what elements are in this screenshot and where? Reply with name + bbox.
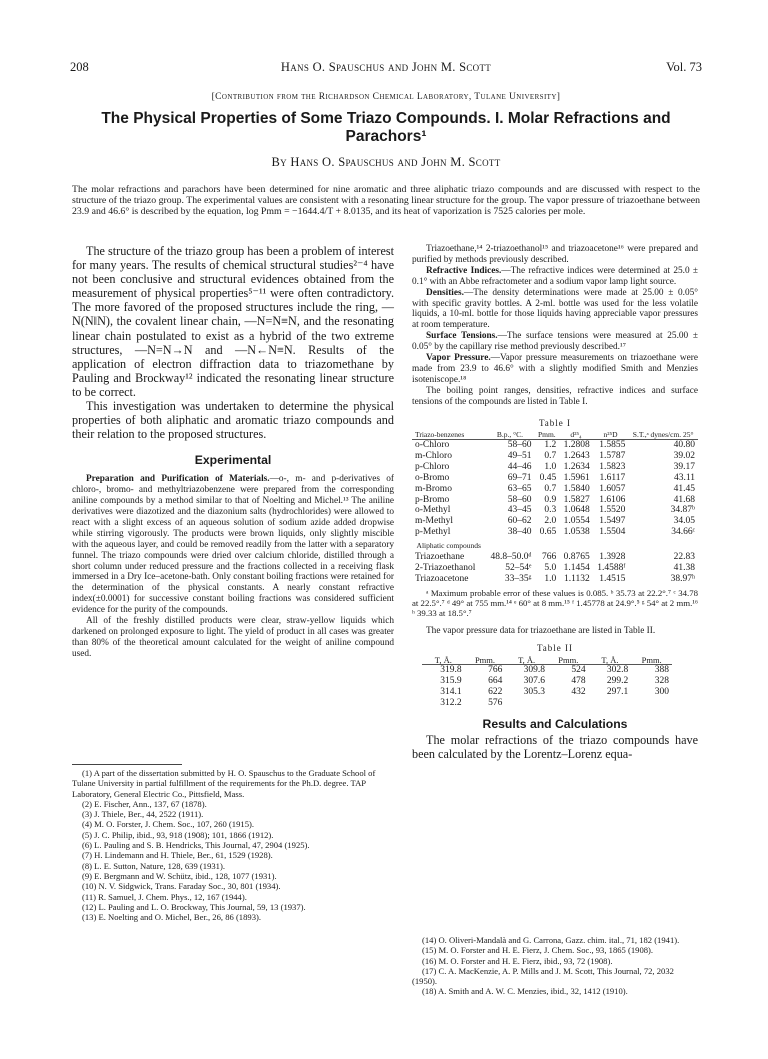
table1-cell: 1.5787	[599, 450, 626, 461]
table1-cell: 1.6057	[599, 483, 626, 494]
table1-row	[412, 462, 698, 473]
table1-caption: Table I	[538, 417, 572, 428]
table1-cell: 1.5823	[599, 461, 626, 472]
surface-lead: Surface Tensions.	[426, 331, 498, 342]
table2-row	[422, 687, 672, 698]
table2-column-header: Pmm.	[548, 656, 589, 665]
table2-column-header: Pmm.	[465, 656, 506, 665]
footnote: (16) M. O. Forster and H. E. Fierz, ibid., 93, 72 (1908).	[422, 955, 613, 966]
table1-cell: 63–65	[507, 483, 532, 494]
table1-column-header: Triazo-benzenes	[412, 431, 485, 440]
table1-cell: m-Bromo	[415, 483, 452, 494]
table2-column-header: T, Å.	[589, 656, 632, 665]
table1-row	[412, 505, 698, 516]
table2-cell: 766	[488, 665, 503, 676]
running-header	[70, 60, 702, 76]
footnote: (9) E. Bergmann and W. Schütz, ibid., 128, 1077 (1931).	[82, 870, 277, 881]
table1-cell: 1.2808	[563, 440, 590, 450]
table2-cell: 314.1	[440, 686, 462, 697]
table1	[412, 431, 698, 585]
table1-row	[412, 574, 698, 585]
table1-cell: 0.65	[539, 527, 557, 538]
surface-paragraph	[412, 331, 698, 353]
table2-row	[422, 698, 672, 709]
table1-cell: 43–45	[507, 505, 532, 516]
table2-cell: 312.2	[440, 697, 462, 708]
table1-cell: p-Chloro	[415, 461, 450, 472]
table1-cell: Triazoethane	[415, 552, 465, 563]
table2-cell: 299.2	[606, 676, 629, 686]
footnote: (2) E. Fischer, Ann., 137, 67 (1878).	[82, 798, 207, 809]
table1-cell: 1.5504	[599, 527, 626, 538]
table2-cell: 307.6	[523, 676, 545, 686]
table2-cell: 300	[654, 686, 669, 697]
table1-row	[412, 527, 698, 538]
intro-paragraph-2: This investigation was undertaken to determine the physical properties of both aliphatic and aromatic triazo compounds and their relation to the proposed structures.	[72, 399, 394, 442]
footnote-rule	[72, 764, 182, 765]
table1-cell: 39.02	[673, 450, 695, 461]
table1-cell: 1.0	[544, 461, 557, 472]
table1-cell: o-Chloro	[415, 440, 450, 450]
table2-cell: 302.8	[606, 665, 629, 676]
table1-notes: ᵃ Maximum probable error of these values is 0.085. ᵇ 35.73 at 22.2°.⁷ ᶜ 34.78 at 22.5°.⁷ ᵈ 49° at 755 mm.¹⁴ ᵉ 60° at 8 mm.¹⁵ ᶠ 1.45778 at 24.9°.⁵ ᵍ 54° at 2 mm.¹⁶ ʰ 39.33 at 18.5°.⁷	[412, 587, 698, 618]
table2-column-header: Pmm.	[631, 656, 672, 665]
table1-cell: p-Bromo	[415, 494, 450, 505]
table1-cell: 1.2634	[563, 461, 590, 472]
experimental-heading: Experimental	[194, 453, 272, 468]
table1-cell: 1.5961	[563, 472, 590, 483]
table1-cell: 0.7	[544, 450, 557, 461]
vapor-intro: The vapor pressure data for triazoethane are listed in Table II.	[426, 625, 656, 636]
table2-cell: 388	[654, 665, 669, 676]
volume-label: Vol. 73	[666, 60, 702, 74]
table2-cell: 319.8	[440, 665, 462, 676]
table1-cell: 1.0	[544, 573, 557, 584]
table1-column-header: d²⁵₄	[559, 431, 593, 440]
table2-cell: 432	[571, 686, 586, 697]
footnote: (14) O. Oliveri-Mandalà and G. Carrona, Gazz. chim. ital., 71, 182 (1941).	[422, 935, 680, 945]
vapor-text: —Vapor pressure measurements on triazoethane were made from 23.9 to 46.6° with a slightly modified Smith and Menzies isoteniscope.¹⁸	[412, 353, 698, 385]
footnote: (8) L. E. Sutton, Nature, 128, 639 (1931).	[82, 860, 225, 871]
footnote: (12) L. Pauling and L. O. Brockway, This Journal, 59, 13 (1937).	[82, 901, 306, 912]
table1-cell: 1.4515	[599, 573, 626, 584]
byline: By Hans O. Spauschus and John M. Scott	[271, 155, 501, 169]
materials-paragraph: Triazoethane,¹⁴ 2-triazoethanol¹⁵ and triazoacetone¹⁶ were prepared and purified by methods previously described.	[412, 244, 698, 265]
results-paragraph: The molar refractions of the triazo compounds have been calculated by the Lorentz–Lorenz equa-	[412, 732, 698, 761]
footnote: (3) J. Thiele, Ber., 44, 2522 (1911).	[82, 809, 204, 820]
table1-cell: 1.6117	[599, 472, 626, 483]
table1-row	[412, 451, 698, 462]
right-footnotes	[412, 935, 698, 997]
density-paragraph	[412, 288, 698, 332]
footnote: (11) R. Samuel, J. Chem. Phys., 12, 167 (1944).	[82, 891, 247, 902]
table1-cell: 34.87ᵇ	[670, 505, 695, 516]
table1-row	[412, 484, 698, 495]
vapor-lead: Vapor Pressure.	[426, 353, 491, 364]
table1-cell: 41.38	[673, 562, 695, 573]
table1-cell: 39.17	[673, 461, 695, 472]
table2-cell	[589, 698, 632, 709]
abstract: The molar refractions and parachors have been determined for nine aromatic and three aliphatic triazo compounds and are discussed with respect to the structure of the triazo group. The experimental values are consistent with a resonating linear structure for the group. The vapor pressure of triazoethane between 23.9 and 46.6° is described by the equation, log Pmm = −1644.4/T + 8.0135, and its heat of vaporization is 7525 calories per mole.	[72, 184, 700, 218]
footnote: (4) M. O. Forster, J. Chem. Soc., 107, 260 (1915).	[82, 819, 254, 830]
table1-cell: 49–51	[507, 450, 532, 461]
table1-cell: 58–60	[507, 494, 532, 505]
refractive-lead: Refractive Indices.	[426, 265, 502, 276]
table1-cell: 0.3	[544, 505, 557, 516]
table1-cell: p-Methyl	[415, 527, 451, 538]
table2-cell: 622	[488, 686, 503, 697]
footnote: (7) H. Lindemann and H. Thiele, Ber., 61, 1529 (1928).	[82, 850, 273, 861]
table1-row	[412, 563, 698, 574]
table2-cell: 328	[654, 676, 669, 686]
table1-cell: m-Chloro	[415, 450, 452, 461]
table1-cell: 58–60	[507, 440, 532, 450]
table1-cell: 52–54ᵉ	[505, 562, 532, 573]
table1-cell: 2-Triazoethanol	[415, 562, 476, 573]
table2-cell: 309.8	[523, 665, 545, 676]
page-number: 208	[70, 60, 89, 74]
table1-cell: 0.45	[539, 472, 557, 483]
footnote: (17) C. A. MacKenzie, A. P. Mills and J. M. Scott, This Journal, 72, 2032 (1950).	[412, 965, 674, 987]
table1-cell: 48.8–50.0ᵈ	[490, 552, 532, 563]
table1-cell: 766	[541, 552, 557, 563]
table2-column-header: T, Å.	[505, 656, 548, 665]
table2-cell	[548, 698, 589, 709]
table1-cell: o-Methyl	[415, 505, 451, 516]
table2-row	[422, 676, 672, 687]
table1-cell: 1.1454	[563, 562, 590, 573]
table1-cell: 1.4588ᶠ	[597, 562, 626, 573]
table1-cell: 1.1132	[563, 573, 590, 584]
table1-cell: 0.8765	[563, 552, 590, 563]
vapor-paragraph	[412, 353, 698, 386]
footnote: (15) M. O. Forster and H. E. Fierz, J. Chem. Soc., 93, 1865 (1908).	[422, 945, 654, 956]
table1-cell: 0.9	[544, 494, 557, 505]
table1-cell: 40.80	[673, 440, 695, 450]
table1-cell: 1.0538	[563, 527, 590, 538]
table1-cell: 44–46	[507, 461, 532, 472]
refractive-paragraph	[412, 266, 698, 288]
table1-column-header: S.T.,ᵃ dynes/cm. 25°	[628, 431, 698, 440]
table2-cell: 576	[488, 697, 503, 708]
table1-cell: 1.5855	[599, 440, 626, 450]
surface-text: —The surface tensions were measured at 25.00 ± 0.05° by the capillary rise method previously described.¹⁷	[412, 331, 698, 353]
table1-cell: 1.5827	[563, 494, 590, 505]
article-title: The Physical Properties of Some Triazo Compounds. I. Molar Refractions and Parachors¹	[101, 110, 671, 145]
preparation-lead: Preparation and Purification of Materials.	[86, 474, 270, 485]
table2-cell: 478	[571, 676, 586, 686]
table1-cell: 1.0648	[563, 505, 590, 516]
intro-paragraph: The structure of the triazo group has been a problem of interest for many years. The results of chemical structural studies²⁻⁴ have not been conclusive and structural evidences obtained from the measurement of physical properties⁵⁻¹¹ were often contradictory. The more favored of the proposed structures include the ring, —N(N‖N), the covalent linear chain, —N=N≡N, and the resonating linear chain postulated to exist as a hybrid of the two extreme structures, —N=N→N and —N←N≡N. Results of the application of electron diffraction data to triazomethane by Pauling and Brockway¹² indicated the resonating linear structure to be correct.	[72, 244, 394, 399]
density-text: —The density determinations were made at 25.00 ± 0.05° with specific gravity bottles. A 2-ml. bottle was used for the less volatile liquids, a 10-ml. bottle for those liquids having appreciable vapor pressures at room temperature.	[412, 287, 698, 331]
table1-cell: 1.2	[544, 440, 557, 450]
table1-row	[412, 552, 698, 563]
table1-cell: 34.66ᶜ	[671, 527, 695, 538]
table1-column-header: n²⁵D	[593, 431, 629, 440]
table2-cell: 664	[488, 676, 503, 686]
footnote: (13) E. Noelting and O. Michel, Ber., 26, 86 (1893).	[82, 912, 262, 923]
boiling-paragraph: The boiling point ranges, densities, refractive indices and surface tensions of the compounds are listed in Table I.	[412, 385, 698, 407]
preparation-text: —o-, m- and p-derivatives of chloro-, bromo- and methyltriazobenzene were prepared from the corresponding aniline compounds by a method similar to that of Noelting and Michel.¹³ The aniline derivatives were diazotized and the diazonium salts (hydrochlorides) were allowed to react with a slight excess of an aqueous solution of sodium azide added dropwise while stirring vigorously. The products were brown liquids, only slightly miscible with the aqueous layer, and could be removed readily from the latter with a separatory funnel. The triazo compounds were dried over calcium chloride, distilled through a short column under reduced pressure and the fractions collected in a receiving flask immersed in a Dry Ice–acetone-bath. Only constant boiling fractions were retained for the determination of the physical constants. A nearly constant refractive index(±0.0001) for successive constant boiling fractions was considered sufficient evidence for the purity of the compounds.	[72, 474, 394, 616]
footnote: (18) A. Smith and A. W. C. Menzies, ibid., 32, 1412 (1910).	[422, 986, 628, 997]
table1-cell: Triazoacetone	[415, 573, 469, 584]
table1-cell: 5.0	[544, 562, 557, 573]
table1-cell: o-Bromo	[415, 472, 450, 483]
footnote: (6) L. Pauling and S. B. Hendricks, This Journal, 47, 2904 (1925).	[82, 840, 310, 851]
left-footnotes	[72, 768, 394, 922]
table1-aliphatic-label: Aliphatic compounds	[416, 541, 481, 551]
table2-column-header: T, Å.	[422, 656, 465, 665]
footnote: (1) A part of the dissertation submitted by H. O. Spauschus to the Graduate School of Tulane University in partial fulfillment of the requirements for the Ph.D. degree. TAP Laboratory, General Electric Co., Pittsfield, Mass.	[72, 768, 376, 799]
table2-row	[422, 665, 672, 676]
table1-row	[412, 440, 698, 451]
table1-cell: 41.45	[673, 483, 695, 494]
table2-cell	[505, 698, 548, 709]
footnote: (10) N. V. Sidgwick, Trans. Faraday Soc., 30, 801 (1934).	[82, 881, 281, 892]
table2-cell	[631, 698, 672, 709]
results-heading: Results and Calculations	[482, 716, 628, 731]
table1-cell: 0.7	[544, 483, 557, 494]
table2-cell: 315.9	[440, 676, 462, 686]
table1-cell: 34.05	[673, 516, 695, 527]
table1-cell: 2.0	[544, 516, 557, 527]
table1-row	[412, 495, 698, 506]
contribution-line: [Contribution from the Richardson Chemical Laboratory, Tulane University]	[211, 92, 561, 102]
running-title: Hans O. Spauschus and John M. Scott	[280, 60, 492, 74]
table1-row	[412, 473, 698, 484]
table2-caption: Table II	[536, 642, 574, 653]
table1-cell: 38–40	[507, 527, 532, 538]
table1-cell: 1.5840	[563, 483, 590, 494]
table2-cell: 524	[571, 665, 586, 676]
table1-cell: m-Methyl	[415, 516, 453, 527]
footnote: (5) J. C. Philip, ibid., 93, 918 (1908); 101, 1866 (1912).	[82, 829, 274, 840]
preparation-paragraph-2: All of the freshly distilled products were clear, straw-yellow liquids which darkened on prolonged exposure to light. The yield of product in all cases was greater than 80% of the theoretical amount calculated for the weight of aniline compound used.	[72, 616, 394, 659]
table1-row	[412, 516, 698, 527]
table1-cell: 1.6106	[599, 494, 626, 505]
right-column	[412, 244, 698, 761]
density-lead: Densities.	[426, 287, 464, 298]
table1-cell: 41.68	[673, 494, 695, 505]
table1-cell: 1.3928	[599, 552, 626, 563]
table1-cell: 69–71	[507, 472, 532, 483]
table1-cell: 33–35ᵍ	[504, 573, 532, 584]
table1-cell: 1.2643	[563, 450, 590, 461]
table2	[422, 656, 672, 709]
table2-cell: 305.3	[523, 686, 545, 697]
table1-cell: 1.5497	[599, 516, 626, 527]
table1-cell: 1.0554	[563, 516, 590, 527]
table1-cell: 1.5520	[599, 505, 626, 516]
table1-cell: 43.11	[673, 472, 695, 483]
table1-cell: 38.97ʰ	[670, 573, 695, 584]
preparation-paragraph	[72, 474, 394, 616]
table1-subhead	[412, 538, 698, 552]
table1-column-header: B.p., °C.	[485, 431, 534, 440]
left-column	[72, 244, 394, 660]
table2-cell: 297.1	[606, 686, 629, 697]
table1-column-header: Pmm.	[534, 431, 559, 440]
refractive-text: —The refractive indices were determined at 25.0 ± 0.1° with an Abbe refractometer and a sodium vapor lamp light source.	[412, 265, 698, 287]
table1-cell: 60–62	[507, 516, 532, 527]
table1-cell: 22.83	[673, 552, 695, 563]
